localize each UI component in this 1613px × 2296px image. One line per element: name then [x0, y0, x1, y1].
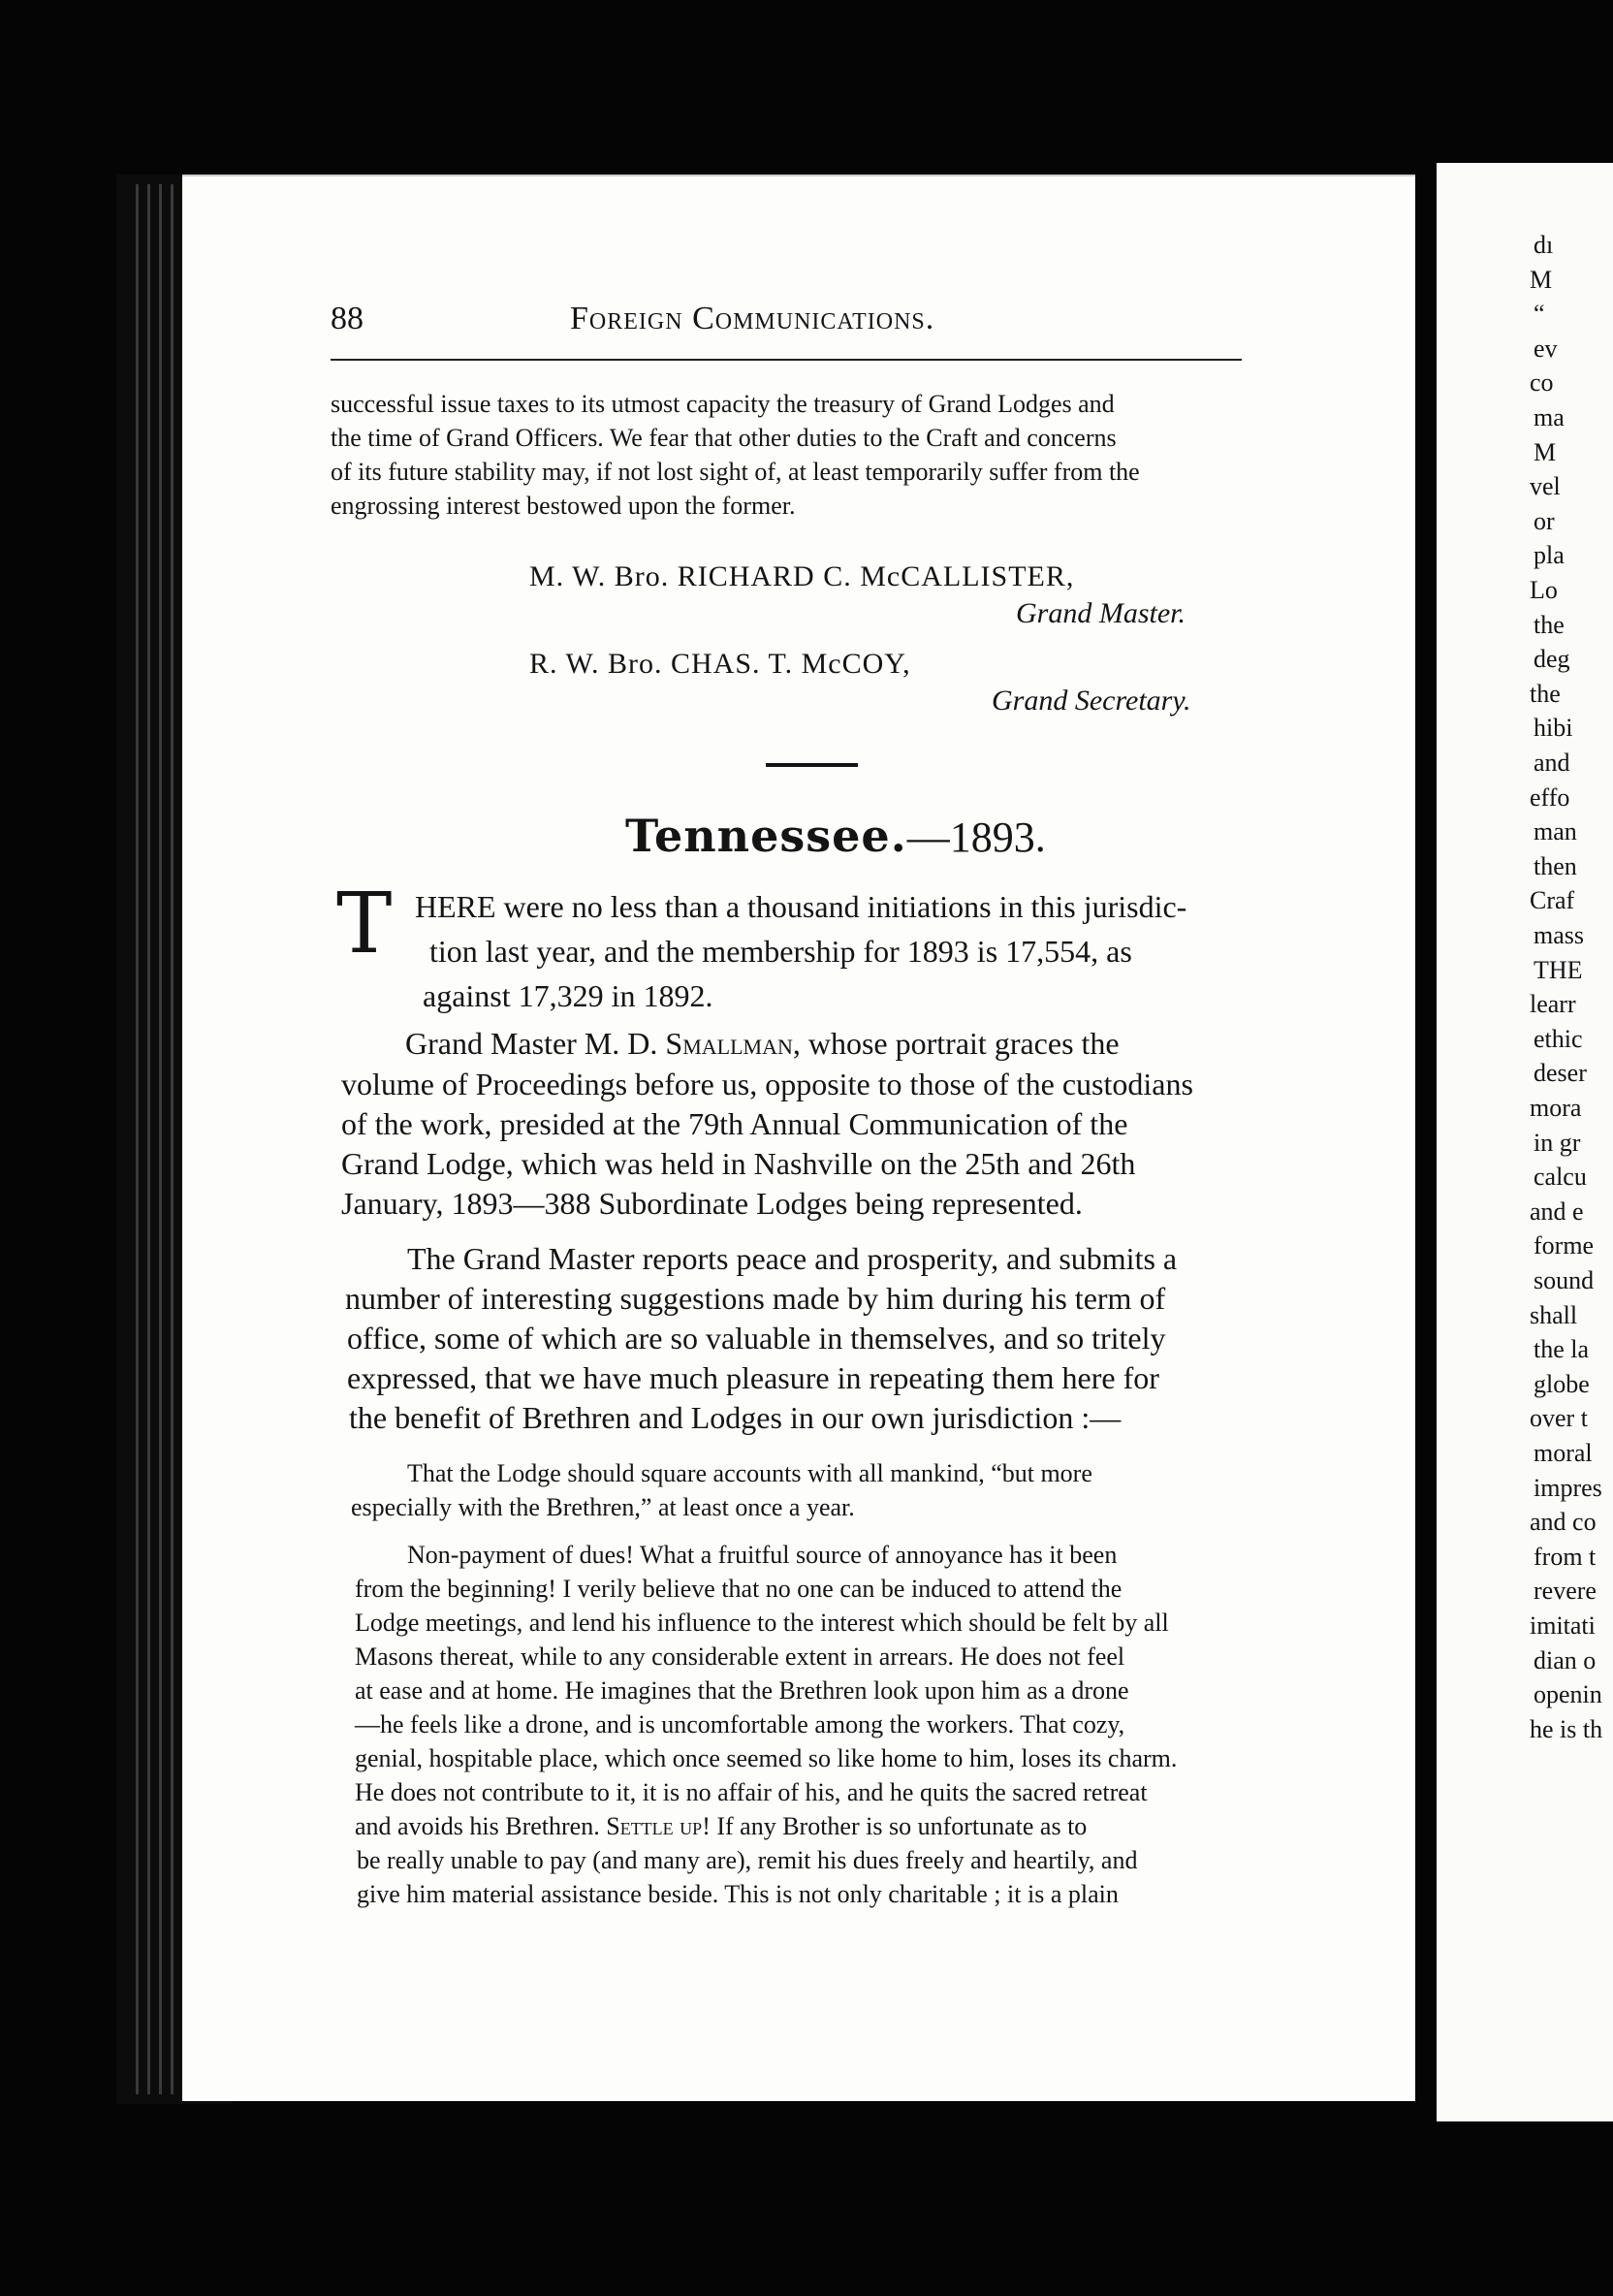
- right-page-fragment: “: [1534, 300, 1545, 329]
- right-page-fragment: M: [1530, 265, 1553, 294]
- paragraph-line: against 17,329 in 1892.: [423, 978, 713, 1013]
- paragraph-line: January, 1893—388 Subordinate Lodges being represented.: [341, 1186, 1083, 1221]
- right-page-fragment: man: [1534, 817, 1577, 846]
- right-page-fragment: impres: [1534, 1473, 1602, 1502]
- quote-line: give him material assistance beside. This is not only charitable ; it is a plain: [357, 1880, 1119, 1908]
- right-page-fragment: he is th: [1530, 1714, 1603, 1743]
- quote-line: Lodge meetings, and lend his influence to the interest which should be felt by all: [355, 1609, 1169, 1637]
- paragraph-line: the benefit of Brethren and Lodges in our own jurisdiction :—: [349, 1400, 1122, 1435]
- settle-up-phrase: Settle up: [606, 1812, 703, 1840]
- quote-line: from the beginning! I verily believe that no one can be induced to attend the: [355, 1575, 1123, 1603]
- right-page-fragment: moral: [1534, 1439, 1593, 1467]
- signature-grand-master-name: M. W. Bro. RICHARD C. McCALLISTER,: [529, 560, 1075, 592]
- right-page: [1437, 163, 1613, 2121]
- right-page-fragment: revere: [1534, 1577, 1597, 1606]
- paragraph-line: office, some of which are so valuable in themselves, and so tritely: [347, 1321, 1166, 1355]
- paragraph-line: Grand Master M. D. Smallman, whose portrait graces the: [405, 1026, 1120, 1061]
- right-page-fragment: calcu: [1534, 1163, 1587, 1192]
- right-page-fragment: mora: [1530, 1094, 1582, 1122]
- right-page-fragment: deser: [1534, 1059, 1587, 1088]
- right-page-fragment: imitati: [1530, 1611, 1596, 1640]
- signature-grand-master-title: Grand Master.: [1016, 597, 1186, 629]
- quote-line: Non-payment of dues! What a fruitful source of annoyance has it been: [407, 1541, 1118, 1569]
- section-heading: [625, 810, 1046, 862]
- right-page-fragment: openin: [1534, 1680, 1602, 1709]
- right-page-fragment: THE: [1534, 955, 1583, 984]
- right-page-fragment: hibi: [1534, 714, 1573, 743]
- right-page-fragment: forme: [1534, 1231, 1595, 1260]
- right-page-fragment: from t: [1534, 1542, 1597, 1571]
- quote-line: Masons thereat, while to any considerable extent in arrears. He does not feel: [355, 1642, 1125, 1671]
- right-page-fragment: mass: [1534, 921, 1584, 949]
- right-page-fragment: ev: [1534, 334, 1558, 363]
- right-page-fragment: and: [1534, 749, 1570, 777]
- signature-grand-secretary-name: R. W. Bro. CHAS. T. McCOY,: [529, 648, 911, 680]
- right-page-fragment: Lo: [1530, 576, 1558, 604]
- right-page-fragment: the: [1530, 679, 1561, 708]
- right-page-fragment: over t: [1530, 1404, 1588, 1433]
- quote-line: He does not contribute to it, it is no affair of his, and he quits the sacred retreat: [355, 1778, 1148, 1806]
- right-page-fragment: then: [1534, 851, 1577, 880]
- section-heading-state: Tennessee.: [625, 810, 907, 862]
- quote-line: be really unable to pay (and many are), remit his dues freely and heartily, and: [357, 1846, 1138, 1874]
- right-page-fragment: dian o: [1534, 1645, 1597, 1674]
- right-page-fragment: co: [1530, 368, 1554, 398]
- intro-line: successful issue taxes to its utmost capacity the treasury of Grand Lodges and: [331, 390, 1115, 418]
- grand-master-name: Smallman: [665, 1026, 793, 1061]
- right-page-fragment: ethic: [1534, 1024, 1583, 1053]
- intro-line: engrossing interest bestowed upon the former.: [331, 492, 796, 520]
- right-page-fragment: sound: [1534, 1266, 1595, 1294]
- quote-line: especially with the Brethren,” at least once a year.: [351, 1493, 855, 1521]
- page-edge-line: [136, 184, 139, 2094]
- paragraph-line: HERE were no less than a thousand initiations in this jurisdic-: [415, 889, 1187, 924]
- right-page-fragment: in gr: [1534, 1128, 1581, 1157]
- paragraph-line: tion last year, and the membership for 1893 is 17,554, as: [429, 934, 1132, 969]
- right-page-fragment: M: [1534, 437, 1557, 466]
- right-page-fragment: deg: [1534, 645, 1570, 674]
- quote-line: at ease and at home. He imagines that the Brethren look upon him as a drone: [355, 1676, 1129, 1705]
- paragraph-line: of the work, presided at the 79th Annual Communication of the: [341, 1106, 1128, 1141]
- page-edge-line: [147, 184, 150, 2094]
- section-heading-year: —1893.: [906, 813, 1046, 861]
- right-page-fragment: vel: [1530, 472, 1561, 501]
- quote-line: That the Lodge should square accounts with all mankind, “but more: [407, 1459, 1092, 1487]
- paragraph-line: expressed, that we have much pleasure in repeating them here for: [347, 1360, 1159, 1395]
- running-title: Foreign Communications.: [570, 301, 935, 336]
- right-page-fragment: and e: [1530, 1196, 1584, 1226]
- quote-line: and avoids his Brethren. Settle up! If any Brother is so unfortunate as to: [355, 1812, 1088, 1840]
- right-page-fragment: ma: [1534, 403, 1565, 431]
- quote-line: —he feels like a drone, and is uncomfortable among the workers. That cozy,: [355, 1710, 1125, 1738]
- drop-cap: T: [336, 876, 393, 973]
- signature-grand-secretary-title: Grand Secretary.: [992, 685, 1191, 717]
- right-page-fragment: the la: [1534, 1335, 1590, 1364]
- right-page-fragment: and co: [1530, 1508, 1597, 1537]
- quote-line: genial, hospitable place, which once seemed so like home to him, loses its charm.: [355, 1744, 1178, 1772]
- right-page-fragment: learr: [1530, 990, 1576, 1019]
- header-rule: [331, 359, 1242, 361]
- paragraph-line: volume of Proceedings before us, opposite to those of the custodians: [341, 1067, 1193, 1101]
- section-divider: [766, 763, 858, 767]
- right-page-fragment: shall: [1530, 1300, 1578, 1329]
- intro-line: of its future stability may, if not lost sight of, at least temporarily suffer from the: [331, 458, 1140, 486]
- page-edge-line: [159, 184, 162, 2094]
- paragraph-line: Grand Lodge, which was held in Nashville on the 25th and 26th: [341, 1146, 1136, 1181]
- right-page-fragment: Craf: [1530, 886, 1575, 915]
- page-number: 88: [331, 301, 364, 336]
- right-page-fragment: effo: [1530, 782, 1570, 812]
- right-page-fragment: the: [1534, 610, 1565, 639]
- right-page-fragment: globe: [1534, 1369, 1590, 1398]
- intro-line: the time of Grand Officers. We fear that other duties to the Craft and concerns: [331, 424, 1117, 452]
- paragraph-line: number of interesting suggestions made by him during his term of: [345, 1281, 1166, 1316]
- right-page-fragment: pla: [1534, 541, 1565, 570]
- right-page-fragment: dı: [1534, 231, 1554, 259]
- page-edge-line: [171, 184, 174, 2094]
- paragraph-line: The Grand Master reports peace and prosperity, and submits a: [407, 1241, 1178, 1276]
- right-page-fragment: or: [1534, 506, 1555, 535]
